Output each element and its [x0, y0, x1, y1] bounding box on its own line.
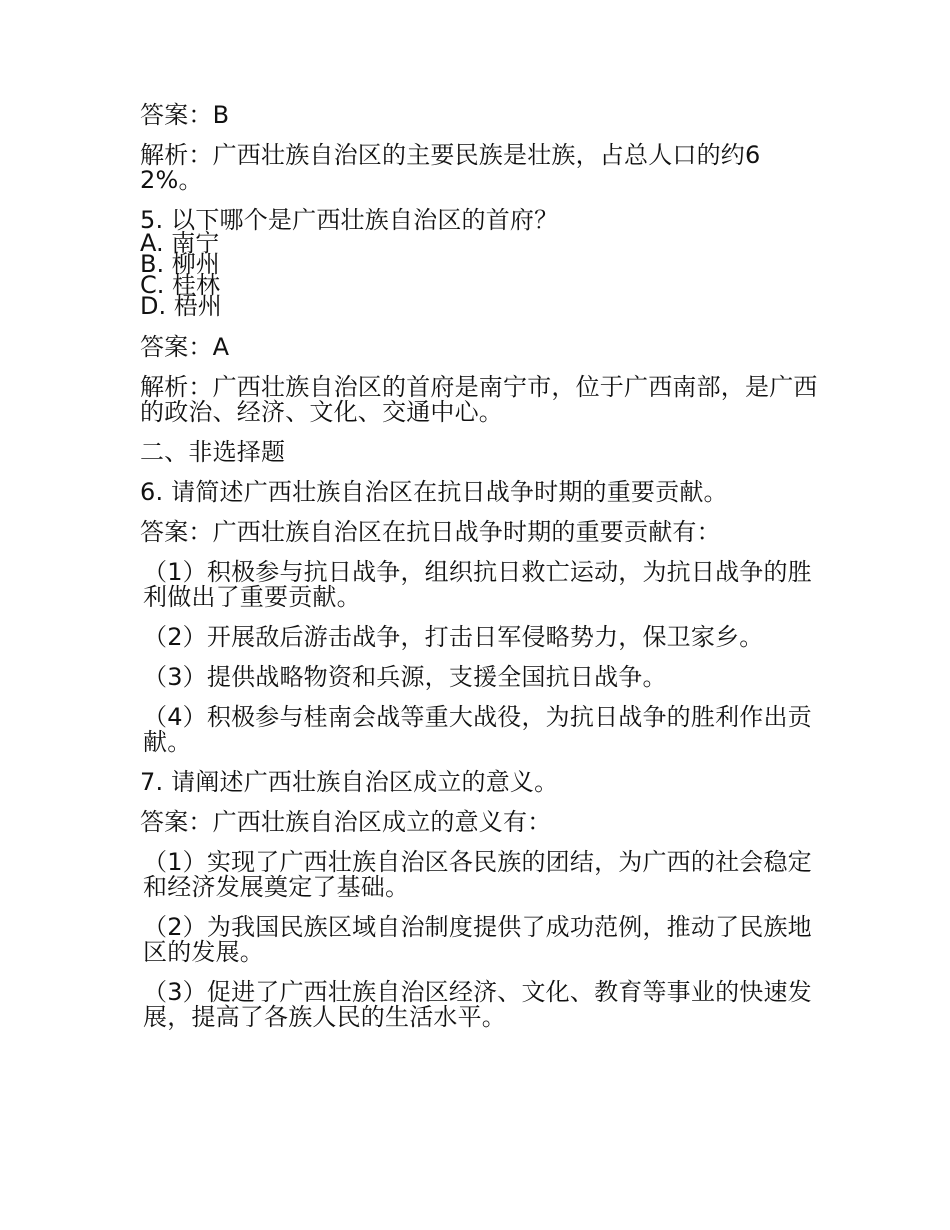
- q6-point-4: （4）积极参与桂南会战等重大战役，为抗日战争的胜利作出贡献。: [143, 703, 812, 756]
- q5-option-c: C. 桂林: [140, 271, 221, 299]
- q4-answer: 答案：B: [140, 101, 230, 129]
- q6-point-3: （3）提供战略物资和兵源，支援全国抗日战争。: [143, 663, 667, 691]
- q7-answer-intro: 答案：广西壮族自治区成立的意义有：: [140, 808, 552, 836]
- q7-point-1: （1）实现了广西壮族自治区各民族的团结，为广西的社会稳定和经济发展奠定了基础。: [143, 848, 812, 901]
- q5-option-b: B. 柳州: [140, 250, 220, 278]
- q5-option-a: A. 南宁: [140, 229, 220, 257]
- q7-point-2: （2）为我国民族区域自治制度提供了成功范例，推动了民族地区的发展。: [143, 913, 812, 966]
- q7-question: 7. 请阐述广西壮族自治区成立的意义。: [140, 768, 559, 796]
- section-heading: 二、非选择题: [140, 438, 286, 466]
- q6-question: 6. 请简述广西壮族自治区在抗日战争时期的重要贡献。: [140, 478, 728, 506]
- q6-point-2: （2）开展敌后游击战争，打击日军侵略势力，保卫家乡。: [143, 623, 764, 651]
- q5-answer: 答案：A: [140, 333, 230, 361]
- q6-answer-intro: 答案：广西壮族自治区在抗日战争时期的重要贡献有：: [140, 518, 721, 546]
- q4-analysis: 解析：广西壮族自治区的主要民族是壮族，占总人口的约62%。: [140, 141, 761, 194]
- q7-point-3: （3）促进了广西壮族自治区经济、文化、教育等事业的快速发展，提高了各族人民的生活水平。: [143, 978, 812, 1031]
- q5-options: [140, 229, 820, 320]
- document-body: [140, 103, 820, 1045]
- q5-question: 5. 以下哪个是广西壮族自治区的首府？: [140, 206, 559, 234]
- q6-point-1: （1）积极参与抗日战争，组织抗日救亡运动，为抗日战争的胜利做出了重要贡献。: [143, 558, 812, 611]
- q5-analysis: 解析：广西壮族自治区的首府是南宁市，位于广西南部，是广西的政治、经济、文化、交通中心。: [140, 373, 818, 426]
- q5-option-d: D. 梧州: [140, 292, 222, 320]
